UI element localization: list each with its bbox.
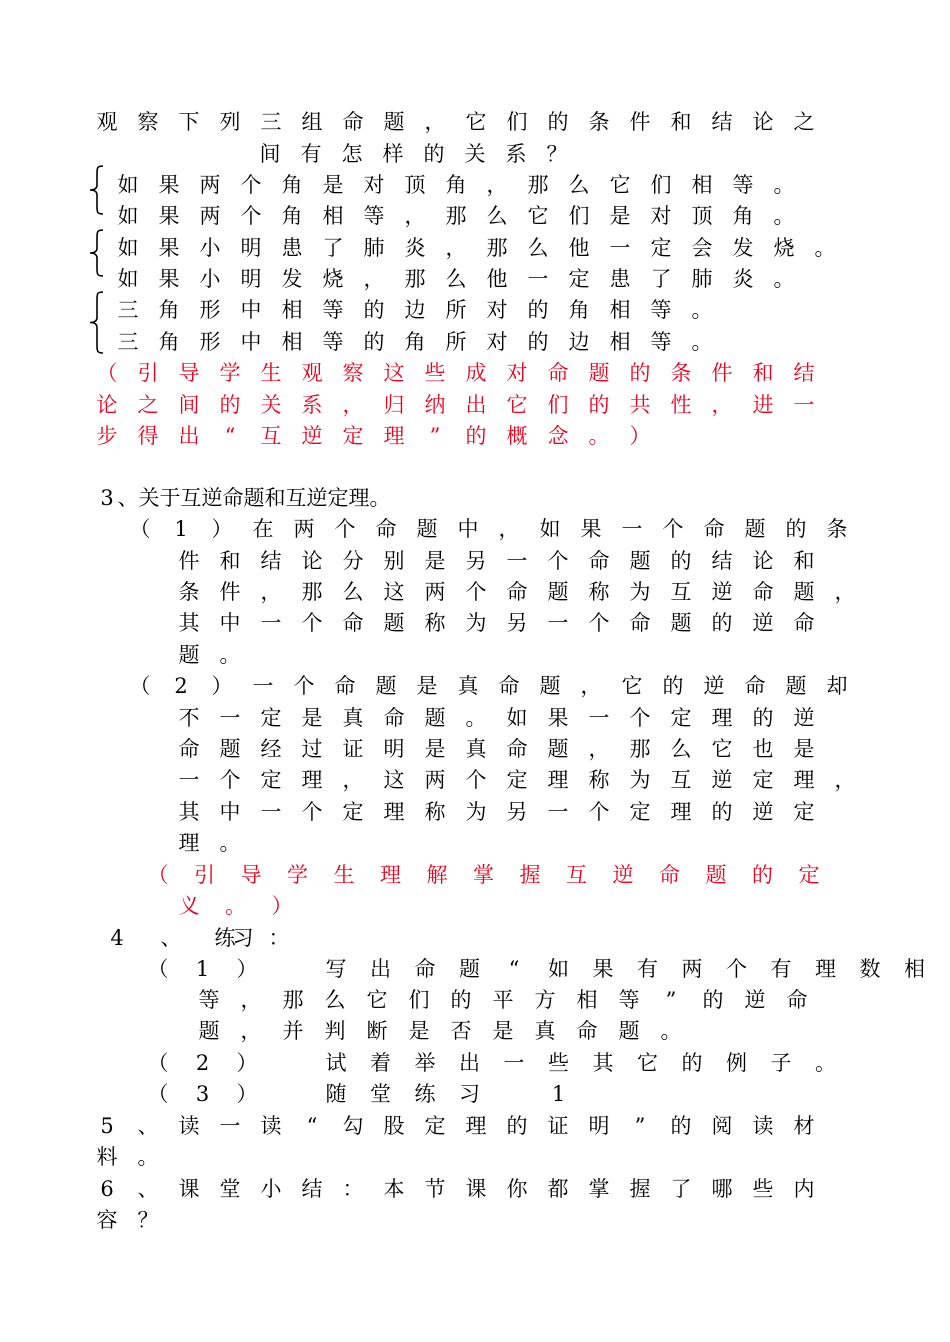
left-brace-icon	[86, 291, 106, 354]
left-brace-icon	[86, 165, 106, 215]
left-brace-icon	[86, 229, 106, 277]
